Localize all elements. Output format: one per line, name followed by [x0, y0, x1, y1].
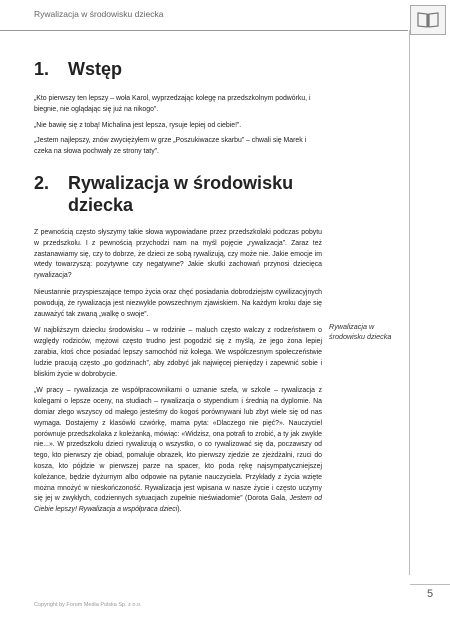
section-title-line2: dziecka [68, 194, 134, 215]
page-number: 5 [426, 588, 434, 600]
body-paragraph: Z pewnością często słyszymy takie słowa wypowiadane przez przedszkolaki podczas pobytu w przedszkolu. I z pewnością przychodzi nam na myśl pojęcie „rywalizacja”. Zaraz też zastanawiamy się, czy to dobrze, że dzieci ze sobą rywalizują, czy może nie. Jakie emocje im wtedy towarzyszą: pozytywne czy negatywne? Jakie skutki zachowań przynosi dziecięca rywalizacja? [34, 228, 322, 280]
section-title-line1: Rywalizacja w środowisku [68, 172, 294, 193]
header-bar [0, 0, 408, 31]
quote-paragraph: „Jestem najlepszy, znów zwyciężyłem w grze „Poszukiwacze skarbu” – chwali się Marek i czeka na słowa pochwały ze strony taty”. [34, 137, 307, 156]
main-content [34, 58, 322, 522]
margin-note: Rywalizacja w środowisku dziecka [329, 322, 392, 341]
body-paragraph: W najbliższym dziecku środowisku – w rodzinie – maluch często walczy z rodzeństwem o względy rodziców, mężowi często trudno jest pogodzić się z myślą, że jego żona lepiej zarabia, ktoś chce posiadać lepszy samochód niż kolega. We współczesnym społeczeństwie ludzie pracują często „po godzinach”, aby zdobyć jak najwięcej pieniędzy i zapewnić sobie i bliskim życie w dobrobycie. [34, 327, 322, 378]
book-icon-box [410, 5, 446, 35]
quote-text: „W pracy – rywalizacja ze współpracownikami o uznanie szefa, w szkole – rywalizacja z kolegami o lepsze oceny, na studiach – rywalizacja o stypendium i średnią na dyplomie. Na domiar złego wszyscy od małego jesteśmy do kogoś porównywani lub zbyt wiele się od nas wymaga. Dostajemy z klasówki czwórkę, mama pyta: «Dlaczego nie pięć?». Nauczyciel porównuje przedszkolaka z koleżanką, mówiąc: «Widzisz, ona potrafi to zrobić, a ty jak zwykle nie...». W przedszkolu dzieci rywalizują o wszystko, o co rywalizować się da, poczawszy od tego, kto pierwszy zje obiad, pomaluje obrazek, kto pierwszy zjedzie ze zjeżdżalni, rzuci do kosza, kto pójdzie w pierwszej parze na spacer, kto poda rękę najsympatyczniejszej koleżance, będzie dyżurnym albo odpowie na pytanie nauczyciela. Przykłady z życia wzięte można mnożyć w nieskończoność. Rywalizacja jest wpisana w nasze życie i często uczymy się jej w zwykłych, codziennych sytuacjach zupełnie nieświadomie” (Dorota Gala, [34, 387, 322, 503]
page-number-rule [410, 584, 450, 585]
running-header-title: Rywalizacja w środowisku dziecka [34, 9, 164, 19]
quote-paragraph: „Nie bawię się z tobą! Michalina jest lepsza, rysuje lepiej od ciebie!”. [34, 121, 242, 129]
section-heading-intro [34, 58, 322, 80]
citation-end: ). [177, 506, 182, 514]
intro-quotes [34, 94, 322, 158]
section-title: Wstęp [68, 59, 122, 79]
body-paragraph: Nieustannie przyspieszające tempo życia oraz chęć posiadania dobrodziejstw cywilizacyjnych powodują, że rywalizacja jest niezwykle powszechnym zjawiskiem. Na każdym kroku daje się zauważyć tak zwaną „walkę o swoje”. [34, 288, 322, 318]
quote-paragraph: „Kto pierwszy ten lepszy – woła Karol, wyprzedzając kolegę na przedszkolnym podwórku, i biegnie, nie oglądając się już na nikogo”. [34, 95, 311, 113]
side-rule [409, 30, 410, 575]
body-paragraph-quote [34, 386, 322, 516]
citation-title: Jestem od Ciebie lepszy! Rywalizacja a współpraca dzieci [34, 495, 322, 514]
section-number: 1. [34, 59, 50, 79]
section-number: 2. [34, 172, 50, 193]
footer-copyright: Copyright by Forum Media Polska Sp. z o.o. [34, 602, 142, 608]
section-heading-rivalry [34, 172, 322, 216]
book-icon [417, 11, 439, 28]
